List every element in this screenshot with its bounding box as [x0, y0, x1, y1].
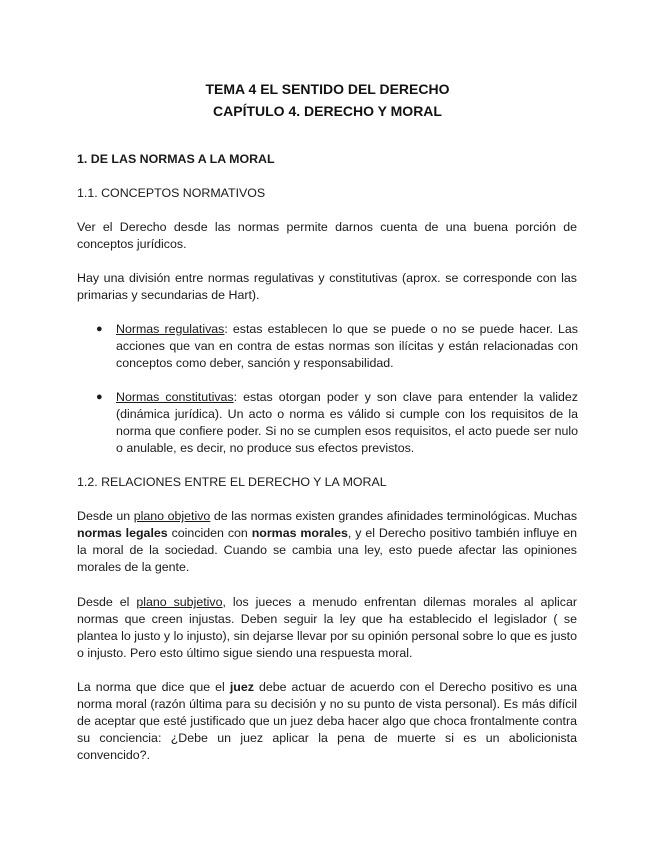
text-run: Desde un — [77, 509, 134, 523]
underlined-term: plano subjetivo — [136, 595, 223, 609]
text-run: Desde el — [77, 595, 137, 609]
paragraph-4 — [77, 594, 577, 662]
title-line-1: TEMA 4 EL SENTIDO DEL DERECHO — [205, 81, 450, 97]
bullet-text: : estas establecen lo que se puede o no se puede hacer. Las acciones que van en contra de estas normas son ilícitas y están relacionadas con conceptos como deber, sanción y responsabilidad. — [116, 322, 578, 370]
bold-term: normas legales — [77, 526, 168, 540]
bullet-item-constitutivas — [96, 389, 578, 457]
bold-term: juez — [229, 680, 254, 694]
subsection-heading-1-1: 1.1. CONCEPTOS NORMATIVOS — [77, 186, 266, 200]
document-title — [0, 78, 655, 122]
section-heading: 1. DE LAS NORMAS A LA MORAL — [77, 152, 275, 166]
subsection-heading-1-2: 1.2. RELACIONES ENTRE EL DERECHO Y LA MORAL — [77, 475, 387, 489]
paragraph-3 — [77, 508, 577, 576]
paragraph-5 — [77, 679, 577, 764]
text-run: , los jueces a menudo enfrentan dilemas morales al aplicar normas que creen injustas. Deben seguir la ley que ha establecido el legislador ( se plantea lo justo y lo injusto), sin dejarse llevar por su opinión personal sobre lo que es justo o injusto. Pero esto último sigue siendo una respuesta moral. — [77, 595, 577, 660]
bullet-icon: ● — [96, 391, 103, 403]
bullet-item-regulativas — [96, 321, 578, 372]
paragraph-2: Hay una división entre normas regulativas y constitutivas (aprox. se corresponde con las primarias y secundarias de Hart). — [77, 271, 577, 302]
text-run: La norma que dice que el — [77, 680, 230, 694]
underlined-term: plano objetivo — [133, 509, 211, 523]
text-run: de las normas existen grandes afinidades terminológicas. Muchas — [210, 509, 578, 523]
bullet-term: Normas constitutivas — [116, 390, 234, 404]
title-line-2: CAPÍTULO 4. DERECHO Y MORAL — [213, 103, 442, 119]
paragraph-1: Ver el Derecho desde las normas permite darnos cuenta de una buena porción de conceptos jurídicos. — [77, 220, 577, 251]
text-run: coinciden con — [167, 526, 252, 540]
text-run: , y el Derecho positivo también influye en la moral de la sociedad. Cuando se cambia una ley, esto puede afectar las opiniones morales de la gente. — [77, 526, 577, 574]
bullet-term: Normas regulativas — [116, 322, 225, 336]
bold-term: normas morales — [251, 526, 348, 540]
bullet-text: : estas otorgan poder y son clave para entender la validez (dinámica jurídica). Un acto o norma es válido si cumple con los requisitos de la norma que confiere poder. Si no se cumplen esos requisitos, el acto puede ser nulo o anulable, es decir, no produce sus efectos previstos. — [116, 390, 578, 455]
bullet-icon: ● — [96, 323, 103, 335]
text-run: debe actuar de acuerdo con el Derecho positivo es una norma moral (razón última para su decisión y no su punto de vista personal). Es más difícil de aceptar que esté justificado que un juez deba hacer algo que choca frontalmente contra su conciencia: ¿Debe un juez aplicar la pena de muerte si es un abolicionista convencido?. — [77, 680, 578, 762]
